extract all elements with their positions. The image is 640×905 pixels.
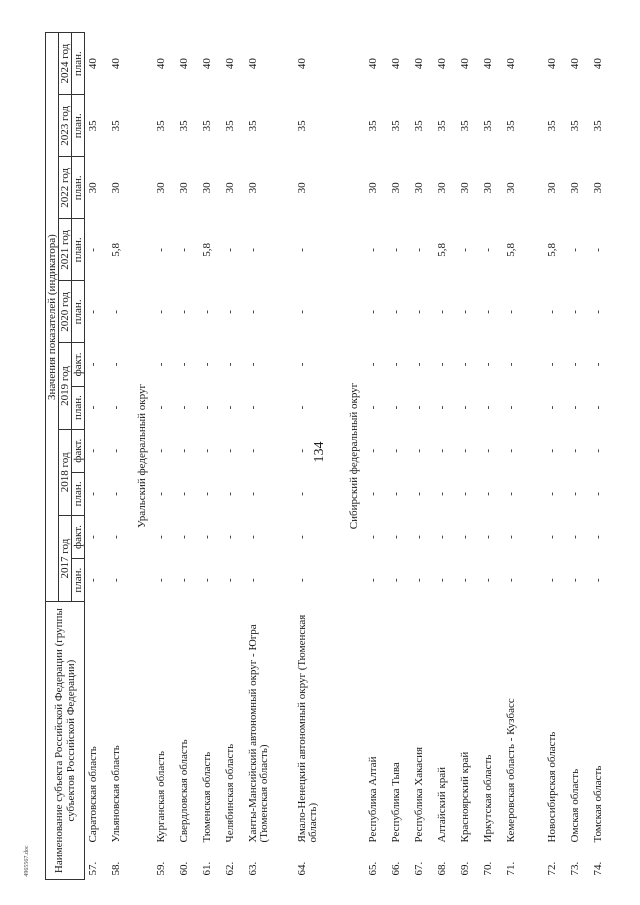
indicator-value: -	[459, 362, 471, 367]
indicator-value: 30	[247, 182, 259, 194]
indicator-value: -	[367, 535, 379, 539]
row-number: 74.	[592, 861, 604, 876]
header-fact: факт.	[72, 343, 85, 386]
indicator-value: 40	[459, 58, 471, 70]
indicator-value: 30	[413, 182, 425, 194]
indicator-value: -	[367, 492, 379, 496]
indicator-value: -	[436, 405, 448, 410]
indicator-value: 40	[224, 58, 236, 70]
indicator-value: -	[155, 535, 167, 539]
indicator-value: 35	[546, 120, 558, 132]
table-row	[294, 33, 343, 880]
indicator-value: -	[592, 535, 604, 539]
row-number: 65.	[367, 861, 379, 876]
subject-name: Алтайский край	[436, 766, 448, 843]
header-plan: план.	[72, 386, 85, 429]
indicator-value: -	[201, 448, 213, 453]
indicator-value: 30	[224, 182, 236, 194]
indicator-value: 30	[505, 182, 517, 194]
indicator-value: -	[155, 310, 167, 314]
indicator-value: 30	[390, 182, 402, 194]
table-row	[567, 33, 590, 880]
subject-name: Ульяновская область	[110, 745, 122, 843]
indicator-value: -	[505, 578, 517, 582]
indicator-value: -	[569, 578, 581, 582]
indicator-value: -	[413, 362, 425, 367]
header-plan: план.	[72, 95, 85, 157]
header-plan: план.	[72, 559, 85, 602]
indicator-table	[45, 32, 613, 880]
header-plan: план.	[72, 472, 85, 515]
indicator-value: 35	[224, 120, 236, 132]
indicator-value: -	[178, 492, 190, 496]
subject-name: Иркутская область	[482, 754, 494, 843]
footer-file-code: 4965567.doc	[24, 845, 30, 877]
subject-name: Республика Хакасия	[413, 746, 425, 843]
indicator-value: -	[390, 448, 402, 453]
indicator-value: 30	[367, 182, 379, 194]
indicator-value: -	[224, 578, 236, 582]
indicator-value: -	[505, 492, 517, 496]
header-year-2020: 2020 год	[59, 281, 72, 343]
table-row	[108, 33, 131, 880]
indicator-value: 40	[87, 58, 99, 70]
indicator-value: -	[178, 535, 190, 539]
indicator-value: -	[367, 405, 379, 410]
indicator-value: 30	[296, 182, 308, 194]
indicator-value: -	[247, 448, 259, 453]
indicator-value: -	[436, 578, 448, 582]
indicator-value: 35	[482, 120, 494, 132]
indicator-value: -	[569, 248, 581, 252]
indicator-value: -	[155, 248, 167, 252]
header-fact: факт.	[72, 515, 85, 558]
subject-name: Тюменская область	[201, 751, 213, 843]
indicator-value: -	[569, 448, 581, 453]
header-year-2018: 2018 год	[59, 429, 72, 515]
indicator-value: -	[390, 248, 402, 252]
indicator-value: -	[178, 248, 190, 252]
indicator-value: -	[155, 492, 167, 496]
table-row	[222, 33, 245, 880]
indicator-value: 35	[201, 120, 213, 132]
indicator-value: -	[201, 578, 213, 582]
indicator-value: -	[592, 492, 604, 496]
indicator-value: -	[110, 405, 122, 410]
indicator-value: -	[413, 405, 425, 410]
indicator-value: 30	[459, 182, 471, 194]
indicator-value: -	[224, 535, 236, 539]
indicator-value: 35	[390, 120, 402, 132]
subject-name: Челябинская область	[224, 743, 236, 843]
indicator-value: 35	[413, 120, 425, 132]
indicator-value: -	[87, 492, 99, 496]
indicator-value: -	[367, 448, 379, 453]
indicator-value: 5,8	[201, 242, 213, 257]
subject-name: Ханты-Мансийский автономный округ - Югра (Тюменская область)	[247, 624, 270, 843]
table-row	[411, 33, 434, 880]
indicator-value: 30	[155, 182, 167, 194]
indicator-value: 35	[87, 120, 99, 132]
section-title: Сибирский федеральный округ	[347, 382, 360, 530]
indicator-value: -	[505, 310, 517, 314]
subject-name: Республика Тыва	[390, 762, 402, 843]
indicator-value: -	[482, 492, 494, 496]
indicator-value: -	[224, 310, 236, 314]
indicator-value: -	[546, 448, 558, 453]
indicator-value: -	[390, 535, 402, 539]
indicator-value: -	[459, 310, 471, 314]
row-number: 63.	[247, 861, 259, 876]
indicator-value: -	[592, 248, 604, 252]
indicator-value: 40	[482, 58, 494, 70]
indicator-value: 30	[201, 182, 213, 194]
subject-name: Новосибирская область	[546, 731, 558, 843]
indicator-value: -	[110, 362, 122, 367]
indicator-value: -	[436, 535, 448, 539]
indicator-value: -	[505, 535, 517, 539]
indicator-value: -	[505, 405, 517, 410]
indicator-value: -	[201, 492, 213, 496]
indicator-value: -	[247, 248, 259, 252]
indicator-value: -	[178, 405, 190, 410]
indicator-value: -	[390, 405, 402, 410]
indicator-value: -	[367, 248, 379, 252]
indicator-value: -	[367, 578, 379, 582]
header-year-2019: 2019 год	[59, 343, 72, 429]
table-row	[388, 33, 411, 880]
header-year-2024: 2024 год	[59, 33, 72, 95]
indicator-value: -	[413, 310, 425, 314]
indicator-value: -	[505, 362, 517, 367]
page-number: 134	[312, 441, 327, 463]
indicator-value: -	[482, 578, 494, 582]
indicator-value: -	[546, 310, 558, 314]
indicator-value: -	[569, 405, 581, 410]
indicator-value: -	[296, 248, 308, 252]
row-number: 70.	[482, 861, 494, 876]
indicator-value: -	[413, 448, 425, 453]
indicator-value: -	[87, 310, 99, 314]
indicator-value: 35	[505, 120, 517, 132]
indicator-value: 35	[247, 120, 259, 132]
row-number: 69.	[459, 861, 471, 876]
indicator-value: -	[110, 578, 122, 582]
indicator-value: -	[87, 535, 99, 539]
indicator-value: -	[367, 362, 379, 367]
indicator-value: -	[459, 448, 471, 453]
indicator-value: -	[413, 535, 425, 539]
indicator-value: -	[569, 310, 581, 314]
indicator-value: 35	[569, 120, 581, 132]
header-plan: план.	[72, 33, 85, 95]
subject-name: Красноярский край	[459, 751, 471, 843]
indicator-value: -	[459, 535, 471, 539]
indicator-value: 40	[390, 58, 402, 70]
indicator-value: -	[247, 310, 259, 314]
indicator-value: 40	[546, 58, 558, 70]
table-row	[544, 33, 567, 880]
indicator-value: 30	[569, 182, 581, 194]
indicator-value: 40	[247, 58, 259, 70]
subject-name: Кемеровская область - Кузбасс	[505, 698, 517, 843]
row-number: 60.	[178, 861, 190, 876]
indicator-value: -	[87, 578, 99, 582]
row-number: 72.	[546, 861, 558, 876]
indicator-value: 40	[367, 58, 379, 70]
indicator-value: -	[413, 492, 425, 496]
header-plan: план.	[72, 219, 85, 281]
indicator-value: 30	[87, 182, 99, 194]
indicator-value: -	[459, 578, 471, 582]
row-number: 64.	[296, 861, 308, 876]
subject-name: Ямало-Ненецкий автономный округ (Тюменская область)	[296, 614, 319, 843]
header-year-2022: 2022 год	[59, 157, 72, 219]
indicator-value: -	[201, 362, 213, 367]
indicator-value: -	[247, 492, 259, 496]
indicator-value: 30	[546, 182, 558, 194]
indicator-value: -	[505, 448, 517, 453]
indicator-value: -	[178, 362, 190, 367]
subject-name: Свердловская область	[178, 739, 190, 843]
indicator-value: -	[224, 248, 236, 252]
indicator-value: -	[459, 405, 471, 410]
indicator-value: -	[201, 535, 213, 539]
indicator-value: 40	[569, 58, 581, 70]
indicator-value: -	[436, 362, 448, 367]
indicator-value: 30	[436, 182, 448, 194]
indicator-value: 30	[178, 182, 190, 194]
table-row	[245, 33, 294, 880]
indicator-value: -	[155, 578, 167, 582]
indicator-value: -	[296, 362, 308, 367]
table-row	[457, 33, 480, 880]
row-number: 58.	[110, 861, 122, 876]
indicator-value: -	[155, 405, 167, 410]
table-row	[153, 33, 176, 880]
indicator-value: -	[87, 405, 99, 410]
subject-name: Республика Алтай	[367, 756, 379, 843]
indicator-value: -	[224, 492, 236, 496]
table-row	[503, 33, 544, 880]
row-number: 68.	[436, 861, 448, 876]
indicator-value: -	[569, 492, 581, 496]
header-values-group: Значения показателей (индикатора)	[46, 33, 59, 602]
indicator-value: -	[296, 578, 308, 582]
table-sheet	[45, 32, 604, 880]
header-fact: факт.	[72, 429, 85, 472]
indicator-value: 35	[110, 120, 122, 132]
indicator-value: 35	[178, 120, 190, 132]
indicator-value: -	[296, 448, 308, 453]
indicator-value: -	[546, 405, 558, 410]
indicator-value: -	[390, 578, 402, 582]
indicator-value: 5,8	[546, 242, 558, 257]
indicator-value: -	[110, 535, 122, 539]
indicator-value: -	[592, 362, 604, 367]
table-row	[85, 33, 109, 880]
indicator-value: -	[247, 405, 259, 410]
indicator-value: -	[592, 578, 604, 582]
row-number: 66.	[390, 861, 402, 876]
indicator-value: -	[110, 492, 122, 496]
subject-name: Саратовская область	[87, 746, 99, 843]
indicator-value: 35	[436, 120, 448, 132]
section-row	[131, 33, 153, 880]
indicator-value: 40	[413, 58, 425, 70]
indicator-value: -	[592, 448, 604, 453]
indicator-value: -	[296, 492, 308, 496]
indicator-value: 30	[592, 182, 604, 194]
indicator-value: -	[110, 448, 122, 453]
indicator-value: 40	[592, 58, 604, 70]
indicator-value: 40	[296, 58, 308, 70]
table-row	[365, 33, 388, 880]
indicator-value: 35	[367, 120, 379, 132]
row-number: 57.	[87, 861, 99, 876]
indicator-value: 5,8	[436, 242, 448, 257]
indicator-value: 40	[155, 58, 167, 70]
header-year-2017: 2017 год	[59, 515, 72, 601]
indicator-value: 40	[201, 58, 213, 70]
indicator-value: -	[436, 310, 448, 314]
indicator-value: -	[482, 448, 494, 453]
header-plan: план.	[72, 281, 85, 343]
indicator-value: -	[390, 362, 402, 367]
row-number: 73.	[569, 861, 581, 876]
subject-name: Омская область	[569, 768, 581, 843]
indicator-value: -	[436, 448, 448, 453]
header-plan: план.	[72, 157, 85, 219]
indicator-value: -	[482, 405, 494, 410]
indicator-value: -	[247, 578, 259, 582]
indicator-value: -	[224, 362, 236, 367]
indicator-value: -	[87, 362, 99, 367]
indicator-value: -	[390, 310, 402, 314]
section-row	[343, 33, 365, 880]
indicator-value: -	[247, 535, 259, 539]
indicator-value: -	[87, 448, 99, 453]
table-row	[199, 33, 222, 880]
indicator-value: -	[178, 578, 190, 582]
indicator-value: -	[224, 405, 236, 410]
indicator-value: -	[482, 362, 494, 367]
indicator-value: -	[482, 535, 494, 539]
indicator-value: 5,8	[110, 242, 122, 257]
indicator-value: 5,8	[505, 242, 517, 257]
indicator-value: -	[569, 362, 581, 367]
indicator-value: -	[413, 248, 425, 252]
indicator-value: -	[201, 310, 213, 314]
indicator-value: -	[459, 248, 471, 252]
indicator-value: 40	[110, 58, 122, 70]
table-row	[480, 33, 503, 880]
indicator-value: -	[546, 535, 558, 539]
indicator-value: -	[296, 535, 308, 539]
indicator-value: -	[546, 492, 558, 496]
indicator-value: -	[592, 405, 604, 410]
row-number: 71.	[505, 861, 517, 876]
indicator-value: 40	[505, 58, 517, 70]
subject-name: Курганская область	[155, 751, 167, 843]
indicator-value: -	[201, 405, 213, 410]
indicator-value: -	[390, 492, 402, 496]
indicator-value: -	[459, 492, 471, 496]
indicator-value: -	[546, 362, 558, 367]
row-number: 61.	[201, 861, 213, 876]
header-year-2023: 2023 год	[59, 95, 72, 157]
indicator-value: 40	[436, 58, 448, 70]
indicator-value: -	[110, 310, 122, 314]
indicator-value: 40	[178, 58, 190, 70]
indicator-value: -	[178, 448, 190, 453]
indicator-value: 35	[459, 120, 471, 132]
indicator-value: -	[296, 405, 308, 410]
table-body	[85, 33, 614, 880]
indicator-value: 35	[296, 120, 308, 132]
table-row	[590, 33, 613, 880]
indicator-value: -	[367, 310, 379, 314]
indicator-value: -	[569, 535, 581, 539]
indicator-value: -	[546, 578, 558, 582]
indicator-value: 35	[155, 120, 167, 132]
indicator-value: -	[592, 310, 604, 314]
row-number: 59.	[155, 861, 167, 876]
table-row	[176, 33, 199, 880]
indicator-value: 30	[482, 182, 494, 194]
header-subject-name: Наименование субъекта Российской Федерации (группы субъектов Российской Федерации)	[46, 602, 85, 880]
row-number: 67.	[413, 861, 425, 876]
indicator-value: 35	[592, 120, 604, 132]
header-year-2021: 2021 год	[59, 219, 72, 281]
indicator-value: -	[482, 248, 494, 252]
indicator-value: -	[296, 310, 308, 314]
section-title: Уральский федеральный округ	[135, 384, 148, 529]
indicator-value: -	[155, 448, 167, 453]
indicator-value: -	[155, 362, 167, 367]
indicator-value: -	[224, 448, 236, 453]
subject-name: Томская область	[592, 765, 604, 843]
row-number: 62.	[224, 861, 236, 876]
indicator-value: -	[87, 248, 99, 252]
indicator-value: -	[247, 362, 259, 367]
indicator-value: -	[482, 310, 494, 314]
indicator-value: 30	[110, 182, 122, 194]
indicator-value: -	[178, 310, 190, 314]
table-row	[434, 33, 457, 880]
indicator-value: -	[436, 492, 448, 496]
indicator-value: -	[413, 578, 425, 582]
